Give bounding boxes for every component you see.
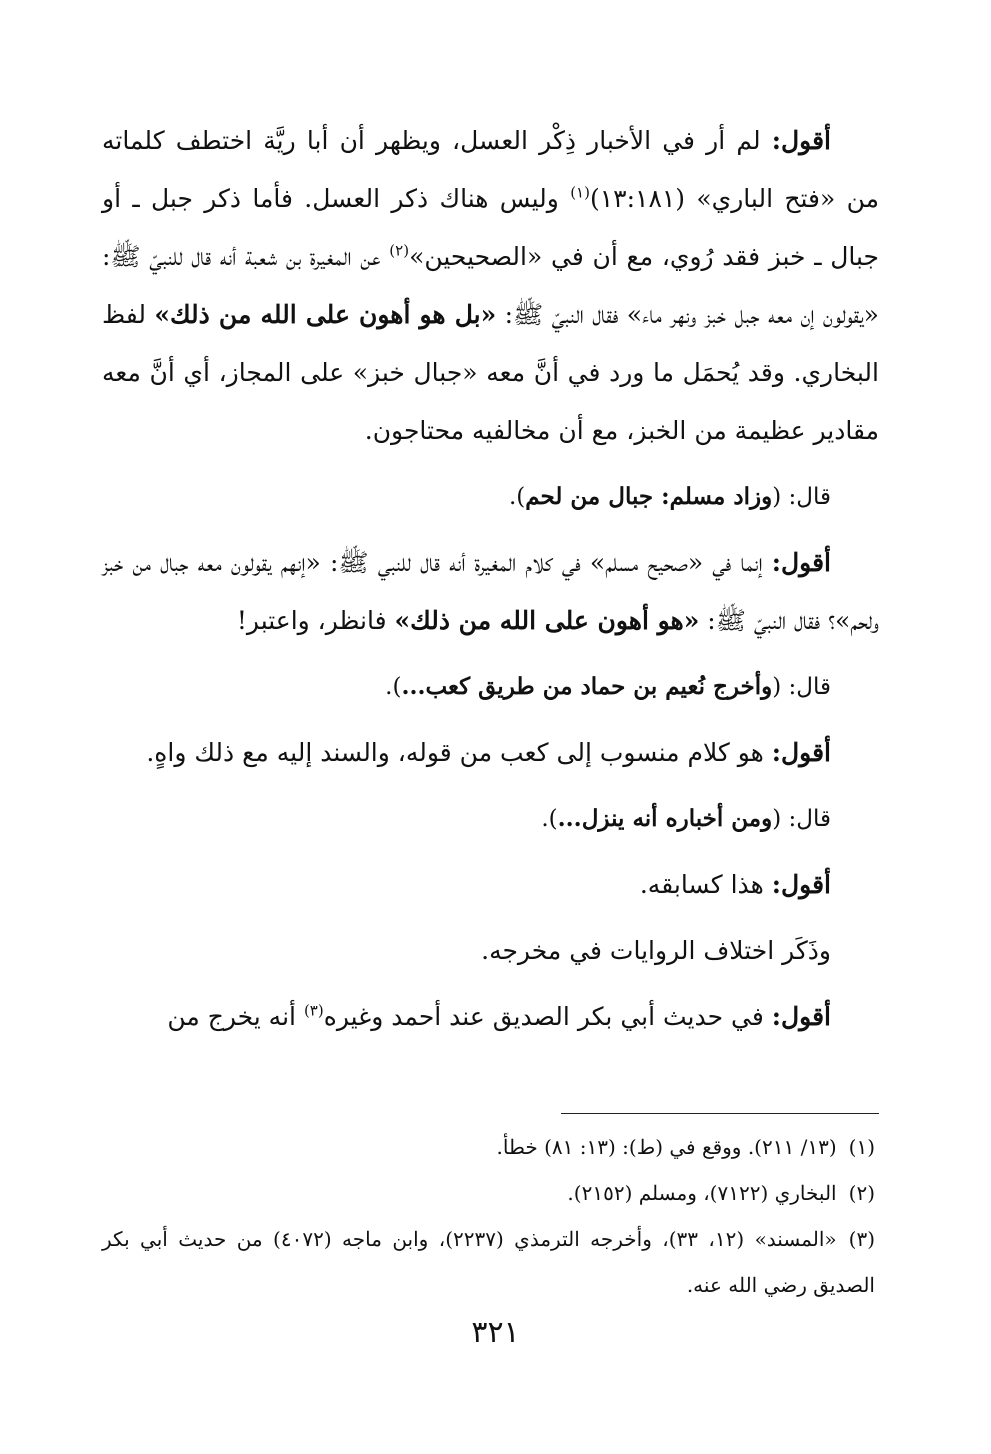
footnote-text: «المسند» (١٢، ٣٣)، وأخرجه الترمذي (٢٢٣٧)، وابن ماجه (٤٠٧٢) من حديث أبي بكر الصديق رضي الله عنه.: [102, 1227, 875, 1297]
paragraph-text: (: [772, 806, 789, 832]
paragraph-text: في حديث أبي بكر الصديق عند أحمد وغيره: [323, 1002, 772, 1031]
paragraph-text: أنه يخرج من: [167, 1002, 304, 1031]
footnote-2: [102, 1170, 879, 1216]
paragraph-text: هذا كسابقه.: [639, 870, 772, 899]
paragraph-lead: أقول:: [771, 548, 831, 577]
paragraph-text: ).: [385, 674, 402, 700]
footnote-number: (٢): [848, 1181, 875, 1205]
paragraph-lead: قال:: [788, 484, 831, 510]
page-number: ٣٢١: [471, 1315, 520, 1350]
paragraph-7: [102, 856, 879, 914]
paragraph-1: [102, 112, 879, 460]
paragraph-5: [102, 724, 879, 782]
paragraph-4: [102, 658, 879, 716]
footnotes: [102, 1124, 879, 1308]
quoted-text: وأخرج نُعيم بن حماد من طريق كعب...: [401, 673, 773, 700]
paragraph-lead: أقول:: [771, 738, 831, 767]
hadith-quote: «هو أهون على الله من ذلك»: [394, 606, 700, 635]
paragraph-text: وليس هناك ذكر العسل. فأما ذكر جبل ـ أو جبال ـ خبز فقد رُوي، مع أن في «الصحيحين»: [102, 184, 879, 271]
paragraph-text: عن المغيرة بن شعبة أنه قال للنبيّ ﷺ: «يقولون إن معه جبل خبز ونهر ماء» فقال النبيّ ﷺ:: [102, 242, 879, 329]
paragraph-lead: قال:: [788, 806, 831, 832]
paragraph-lead: أقول:: [771, 870, 831, 899]
paragraph-text: (: [772, 674, 789, 700]
paragraph-3: [102, 534, 879, 650]
paragraph-text: لم أر في الأخبار ذِكْر العسل، ويظهر أن أبا ريَّة اختطف كلماته من «فتح الباري» (١٣:١٨١): [102, 126, 879, 213]
paragraph-text: لفظ البخاري. وقد يُحمَل ما ورد في أنَّ معه «جبال خبز» على المجاز، أي أنَّ معه مقادير عظيمة من الخبز، مع أن مخالفيه محتاجون.: [102, 300, 879, 445]
footnote-text: (١٣/ ٢١١). ووقع في (ط): (١٣: ٨١) خطأ.: [496, 1135, 837, 1159]
quoted-text: ومن أخباره أنه ينزل...: [557, 805, 773, 832]
footnote-ref[interactable]: (١): [570, 183, 590, 202]
paragraph-text: ).: [541, 806, 558, 832]
quoted-text: وزاد مسلم: جبال من لحم: [525, 483, 773, 510]
paragraph-text: (: [772, 484, 789, 510]
paragraph-lead: أقول:: [771, 126, 831, 155]
paragraph-text: ).: [508, 484, 526, 510]
paragraph-8: [102, 922, 879, 980]
paragraph-6: [102, 790, 879, 848]
footnote-number: (٣): [848, 1227, 875, 1251]
footnote-ref[interactable]: (٣): [303, 1001, 324, 1020]
footnote-1: [102, 1124, 879, 1170]
footnote-ref[interactable]: (٢): [389, 241, 410, 260]
paragraph-text: وذَكَر اختلاف الروايات في مخرجه.: [481, 936, 831, 965]
footnote-separator: [561, 1113, 879, 1114]
paragraph-lead: قال:: [788, 674, 831, 700]
paragraph-text: هو كلام منسوب إلى كعب من قوله، والسند إليه مع ذلك واهٍ.: [146, 738, 772, 767]
paragraph-text: فانظر، واعتبر!: [236, 606, 395, 635]
paragraph-lead: أقول:: [771, 1002, 831, 1031]
paragraph-2: [102, 468, 879, 526]
hadith-quote: «بل هو أهون على الله من ذلك»: [154, 300, 497, 329]
footnote-number: (١): [848, 1135, 875, 1159]
paragraph-text: إنما في «صحيح مسلم» في كلام المغيرة أنه قال للنبي ﷺ: «إنهم يقولون معه جبال من خبز ولحم»؟ فقال النبيّ ﷺ:: [102, 548, 879, 635]
footnote-3: [102, 1216, 879, 1308]
footnote-text: البخاري (٧١٢٢)، ومسلم (٢١٥٢).: [567, 1181, 837, 1205]
paragraph-9: [102, 988, 879, 1046]
